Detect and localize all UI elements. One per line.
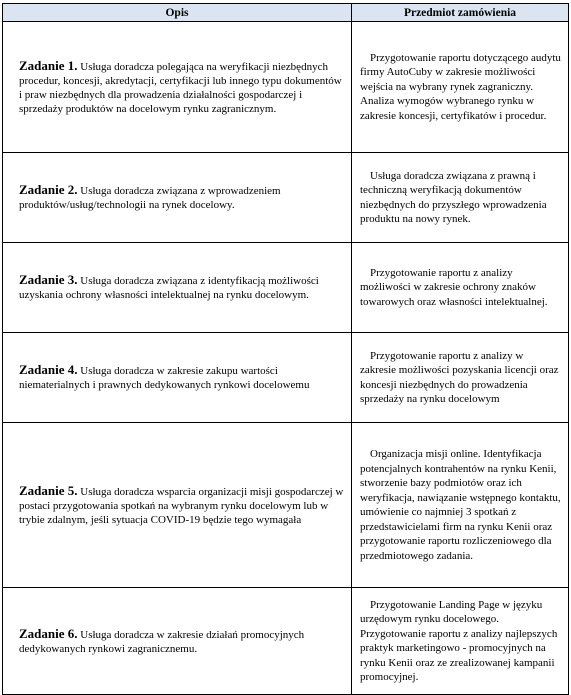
task-description: Usługa doradcza w zakresie zakupu wartości niematerialnych i prawnych dedykowanych rynkowi docelowemu bbox=[19, 365, 310, 391]
task-deliverable: Przygotowanie raportu z analizy możliwości w zakresie ochrony znaków towarowych oraz własności intelektualnej. bbox=[352, 243, 569, 333]
task-name: Zadanie 3. bbox=[19, 272, 78, 287]
task-description-cell bbox=[3, 22, 352, 153]
tasks-table bbox=[2, 3, 569, 695]
task-description-cell bbox=[3, 423, 352, 588]
task-deliverable: Organizacja misji online. Identyfikacja potencjalnych kontrahentów na rynku Kenii, stworzenie bazy podmiotów oraz ich weryfikacja, nawiązanie wstępnego kontaktu, umówienie co najmniej 3 spotkań z przedstawicielami firm na rynku Kenii oraz przygotowanie raportu rozliczeniowego dla przedmiotowego zadania. bbox=[352, 423, 569, 588]
table-row bbox=[3, 423, 569, 588]
table-row bbox=[3, 243, 569, 333]
table-row bbox=[3, 333, 569, 423]
column-header-description: Opis bbox=[3, 4, 352, 22]
task-description-cell bbox=[3, 153, 352, 243]
table-header-row bbox=[3, 4, 569, 22]
task-description: Usługa doradcza związana z wprowadzeniem produktów/usług/technologii na rynek docelowy. bbox=[19, 185, 281, 211]
task-description-cell bbox=[3, 333, 352, 423]
task-deliverable: Usługa doradcza związana z prawną i techniczną weryfikacją dokumentów niezbędnych do przyszłego wprowadzenia produktu na nowy rynek. bbox=[352, 153, 569, 243]
task-description-cell bbox=[3, 243, 352, 333]
task-description: Usługa doradcza wsparcia organizacji misji gospodarczej w postaci przygotowania spotkań na wybranym rynku docelowym lub w trybie zdalnym, jeśli sytuacja COVID-19 będzie tego wymagała bbox=[19, 485, 344, 526]
task-name: Zadanie 4. bbox=[19, 362, 78, 377]
task-deliverable: Przygotowanie raportu dotyczącego audytu firmy AutoCuby w zakresie możliwości wejścia na wybrany rynek zagraniczny. Analiza wymogów wybranego rynku w zakresie koncesji, certyfikatów i procedur. bbox=[352, 22, 569, 153]
table-row bbox=[3, 588, 569, 695]
task-description: Usługa doradcza polegająca na weryfikacji niezbędnych procedur, koncesji, akredytacji, certyfikacji lub innego typu dokumentów i praw niezbędnych dla prowadzenia działalności gospodarczej i sprzedaży produktów na docelowym rynku zagranicznym. bbox=[19, 60, 342, 115]
task-deliverable: Przygotowanie raportu z analizy w zakresie możliwości pozyskania licencji oraz koncesji niezbędnych do prowadzenia sprzedaży na rynku docelowym bbox=[352, 333, 569, 423]
task-name: Zadanie 2. bbox=[19, 182, 78, 197]
column-header-deliverable: Przedmiot zamówienia bbox=[352, 4, 569, 22]
table-row bbox=[3, 153, 569, 243]
task-name: Zadanie 1. bbox=[19, 57, 78, 73]
table-row bbox=[3, 22, 569, 153]
task-name: Zadanie 6. bbox=[19, 625, 78, 641]
task-name: Zadanie 5. bbox=[19, 482, 78, 498]
task-description-cell bbox=[3, 588, 352, 695]
task-description: Usługa doradcza w zakresie działań promocyjnych dedykowanych rynkowi zagranicznemu. bbox=[19, 628, 305, 655]
task-description: Usługa doradcza związana z identyfikacją możliwości uzyskania ochrony własności intelektualnej na rynku docelowym. bbox=[19, 275, 319, 301]
task-deliverable: Przygotowanie Landing Page w języku urzędowym rynku docelowego. Przygotowanie raportu z analizy najlepszych praktyk marketingowo - promocyjnych na rynku Kenii oraz ze zrealizowanej kampanii promocyjnej. bbox=[352, 588, 569, 695]
